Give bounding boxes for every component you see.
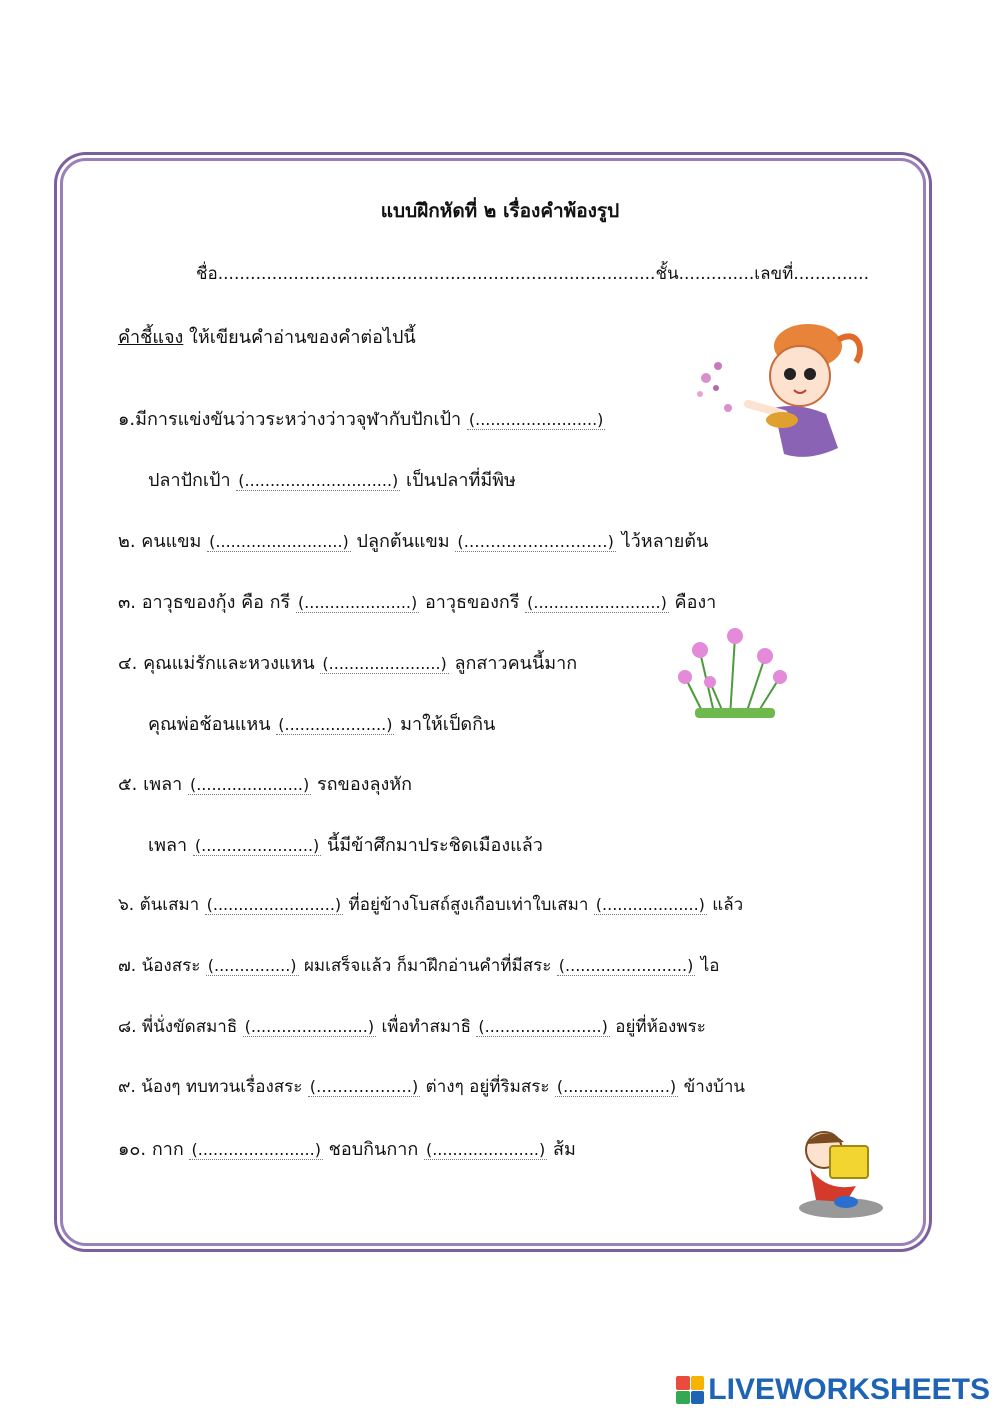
question-text: เพื่อทำสมาธิ: [376, 1017, 477, 1037]
question-text: ไอ: [695, 956, 720, 976]
flower-petals-icon: [697, 362, 732, 412]
question-4-line-1: [118, 648, 577, 677]
answer-blank-18[interactable]: (.....................): [556, 1077, 677, 1096]
question-text: แล้ว: [706, 895, 744, 915]
question-text: ไว้หลายต้น: [615, 531, 709, 552]
question-text: ๒. คนแขม: [118, 531, 208, 552]
answer-blank-12[interactable]: (...................): [595, 895, 705, 914]
question-text: เพลา: [148, 835, 193, 856]
question-5-line-1: [118, 769, 412, 798]
question-text: อาวุธของกรี: [419, 592, 526, 613]
question-text: ๑.มีการแข่งขันว่าวระหว่างว่าวจุฬากับปักเป้า: [118, 409, 467, 430]
answer-blank-14[interactable]: (........................): [558, 956, 694, 975]
answer-blank-8[interactable]: (....................): [278, 715, 393, 734]
question-text: ปลาปักเป้า: [148, 470, 237, 491]
instruction-label: คำชี้แจง: [118, 327, 184, 348]
question-text: ต่างๆ อยู่ที่ริมสระ: [420, 1077, 555, 1097]
question-7: [118, 952, 720, 979]
question-text: ๕. เพลา: [118, 774, 188, 795]
question-text: ลูกสาวคนนี้มาก: [448, 653, 578, 674]
brand-grid-icon: [676, 1376, 704, 1404]
question-text: ๑๐. กาก: [118, 1139, 190, 1160]
student-info-line: ชื่อ.................................................................................ชั้น..............เลขที่..............: [196, 264, 869, 284]
answer-blank-19[interactable]: (.......................): [191, 1140, 321, 1159]
question-text: ที่อยู่ข้างโบสถ์สูงเกือบเท่าใบเสมา: [343, 895, 594, 915]
answer-blank-10[interactable]: (......................): [194, 836, 320, 855]
answer-blank-7[interactable]: (......................): [322, 654, 447, 673]
question-text: เป็นปลาที่มีพิษ: [400, 470, 516, 491]
question-text: ๘. พี่นั่งขัดสมาธิ: [118, 1017, 243, 1037]
reading-boy-illustration: [786, 1120, 886, 1220]
question-text: ๙. น้องๆ ทบทวนเรื่องสระ: [118, 1077, 308, 1097]
question-text: ๗. น้องสระ: [118, 956, 206, 976]
question-2: [118, 526, 708, 555]
answer-blank-2[interactable]: (.............................): [238, 471, 399, 490]
question-1-line-2: [148, 465, 516, 494]
question-text: ๔. คุณแม่รักและหวงแหน: [118, 653, 321, 674]
answer-blank-6[interactable]: (.........................): [527, 593, 667, 612]
flowers-illustration: [655, 622, 805, 722]
answer-blank-15[interactable]: (.......................): [244, 1017, 375, 1036]
answer-blank-3[interactable]: (.........................): [209, 532, 349, 551]
answer-blank-4[interactable]: (………………………): [457, 532, 614, 551]
thai-girl-illustration: [688, 318, 870, 466]
question-3: [118, 587, 716, 616]
question-text: นี้มีข้าศึกมาประชิดเมืองแล้ว: [321, 835, 543, 856]
answer-blank-20[interactable]: (.....................): [425, 1140, 546, 1159]
instruction: [118, 322, 416, 351]
question-text: คืองา: [668, 592, 717, 613]
question-text: ปลูกต้นแขม: [350, 531, 456, 552]
answer-blank-16[interactable]: (.......................): [478, 1017, 608, 1036]
question-text: ส้ม: [547, 1139, 576, 1160]
answer-blank-5[interactable]: (.....................): [297, 593, 418, 612]
question-text: ผมเสร็จแล้ว ก็มาฝึกอ่านคำที่มีสระ: [298, 956, 557, 976]
question-8: [118, 1013, 706, 1040]
question-10: [118, 1134, 576, 1163]
question-text: คุณพ่อช้อนแหน: [148, 714, 277, 735]
question-6: [118, 891, 743, 918]
question-text: ๖. ต้นเสมา: [118, 895, 205, 915]
question-text: รถของลุงหัก: [311, 774, 413, 795]
answer-blank-13[interactable]: (...............): [207, 956, 297, 975]
brand-name: LIVEWORKSHEETS: [708, 1373, 990, 1406]
instruction-text: ให้เขียนคำอ่านของคำต่อไปนี้: [183, 327, 416, 348]
question-text: ข้างบ้าน: [678, 1077, 746, 1097]
question-text: อยู่ที่ห้องพระ: [609, 1017, 706, 1037]
liveworksheets-logo: [676, 1373, 990, 1407]
answer-blank-1[interactable]: (........................): [468, 410, 604, 429]
answer-blank-17[interactable]: (………………): [309, 1077, 419, 1096]
question-5-line-2: [148, 830, 543, 859]
question-text: มาให้เป็ดกิน: [394, 714, 496, 735]
worksheet-title: แบบฝึกหัดที่ ๒ เรื่องคำพ้องรูป: [380, 200, 620, 222]
question-4-line-2: [148, 709, 495, 738]
question-1-line-1: [118, 404, 605, 433]
question-text: ชอบกินกาก: [322, 1139, 424, 1160]
question-9: [118, 1073, 745, 1100]
question-text: ๓. อาวุธของกุ้ง คือ กรี: [118, 592, 296, 613]
answer-blank-9[interactable]: (.....................): [189, 775, 310, 794]
answer-blank-11[interactable]: (........................): [206, 895, 342, 914]
